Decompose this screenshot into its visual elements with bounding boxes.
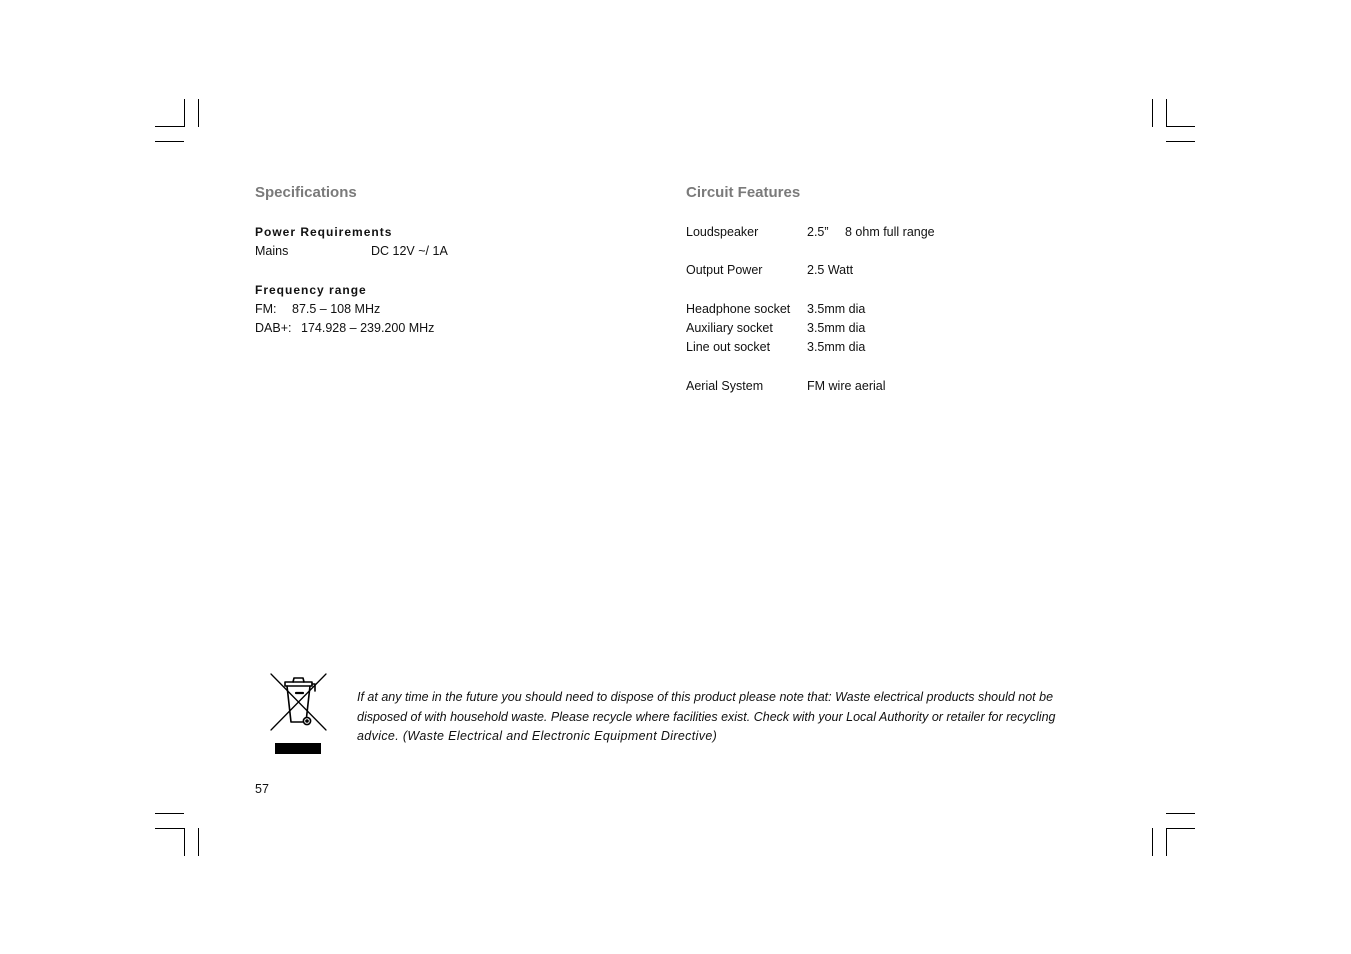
auxiliary-socket-value: 3.5mm dia xyxy=(807,321,866,335)
power-requirements-heading: Power Requirements xyxy=(255,225,393,239)
headphone-socket-value: 3.5mm dia xyxy=(807,302,866,316)
crop-mark xyxy=(198,828,199,856)
crop-mark xyxy=(1166,126,1195,127)
dab-label: DAB+: xyxy=(255,321,292,335)
output-power-value: 2.5 Watt xyxy=(807,263,854,277)
specifications-title: Specifications xyxy=(255,184,357,201)
loudspeaker-value: 8 ohm full range xyxy=(845,225,935,239)
weee-notice xyxy=(357,688,1097,747)
loudspeaker-size: 2.5” xyxy=(807,225,829,239)
crop-mark xyxy=(1166,828,1195,829)
line-out-socket-value: 3.5mm dia xyxy=(807,340,866,354)
fm-value: 87.5 – 108 MHz xyxy=(292,302,381,316)
crop-mark xyxy=(155,141,184,142)
crop-mark xyxy=(1152,99,1153,127)
headphone-socket-label: Headphone socket xyxy=(686,302,791,316)
crop-mark xyxy=(155,813,184,814)
crop-mark xyxy=(184,99,185,127)
crop-mark xyxy=(1166,828,1167,856)
crop-mark xyxy=(1166,99,1167,127)
weee-notice-line: If at any time in the future you should need to dispose of this product please note that: Waste electrical products should not be xyxy=(357,690,1054,704)
aerial-system-label: Aerial System xyxy=(686,379,764,393)
weee-notice-line: advice. (Waste Electrical and Electronic Equipment Directive) xyxy=(357,729,718,743)
circuit-features-title: Circuit Features xyxy=(686,184,801,201)
crop-mark xyxy=(198,99,199,127)
crop-mark xyxy=(155,828,184,829)
mains-value: DC 12V ~/ 1A xyxy=(371,244,448,258)
crop-mark xyxy=(1152,828,1153,856)
loudspeaker-label: Loudspeaker xyxy=(686,225,759,239)
frequency-range-heading: Frequency range xyxy=(255,283,367,297)
crop-mark xyxy=(155,126,184,127)
crossed-out-wheelie-bin-icon xyxy=(268,671,330,757)
aerial-system-value: FM wire aerial xyxy=(807,379,886,393)
output-power-label: Output Power xyxy=(686,263,763,277)
mains-label: Mains xyxy=(255,244,289,258)
line-out-socket-label: Line out socket xyxy=(686,340,771,354)
crop-mark xyxy=(184,828,185,856)
fm-label: FM: xyxy=(255,302,277,316)
dab-value: 174.928 – 239.200 MHz xyxy=(301,321,435,335)
crop-mark xyxy=(1166,141,1195,142)
auxiliary-socket-label: Auxiliary socket xyxy=(686,321,773,335)
crop-mark xyxy=(1166,813,1195,814)
weee-notice-line: disposed of with household waste. Please recycle where facilities exist. Check with your Local Authority or retailer for recycling xyxy=(357,709,1056,724)
page-number: 57 xyxy=(255,782,269,796)
